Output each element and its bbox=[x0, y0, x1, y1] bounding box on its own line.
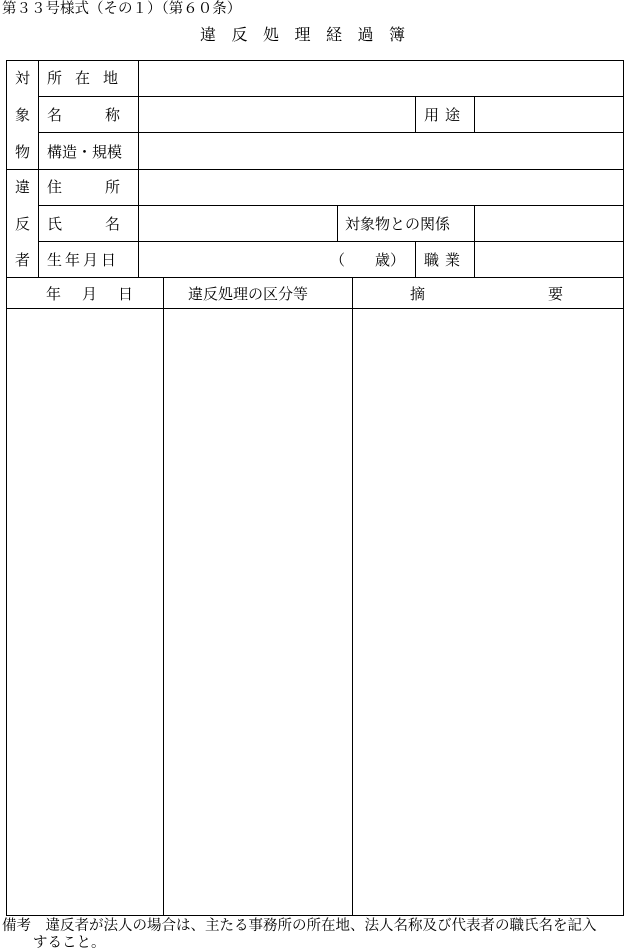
address-label: 住所 bbox=[47, 178, 164, 196]
page-title: 違反処理経過簿 bbox=[200, 25, 421, 44]
birthdate-field[interactable] bbox=[139, 242, 329, 277]
subject-group-char-1: 対 bbox=[15, 69, 31, 87]
remarks-line-1: 備考 違反者が法人の場合は、主たる事務所の所在地、法人名称及び代表者の職氏名を記入 bbox=[2, 918, 597, 934]
structure-label: 構造・規模 bbox=[47, 143, 123, 161]
address-field[interactable] bbox=[139, 170, 623, 205]
remarks-line-2: すること。 bbox=[33, 935, 106, 951]
relation-label: 対象物との関係 bbox=[345, 215, 451, 233]
col-category-header: 違反処理の区分等 bbox=[188, 285, 309, 303]
subject-group-char-2: 象 bbox=[15, 106, 31, 124]
relation-field[interactable] bbox=[475, 206, 623, 241]
occupation-label: 職業 bbox=[424, 251, 467, 269]
location-field[interactable] bbox=[139, 61, 623, 96]
subject-group-char-3: 物 bbox=[15, 143, 31, 161]
log-category-cells[interactable] bbox=[164, 309, 352, 915]
col-summary-header-1: 摘 bbox=[410, 285, 426, 303]
form-number: 第３３号様式（その１）（第６０条） bbox=[2, 1, 242, 17]
col-summary-header-2: 要 bbox=[548, 285, 564, 303]
log-date-cells[interactable] bbox=[7, 309, 163, 915]
violator-name-field[interactable] bbox=[139, 206, 337, 241]
violator-group-char-3: 者 bbox=[15, 251, 31, 269]
age-label: （ 歳） bbox=[330, 251, 406, 269]
birthdate-label: 生年月日 bbox=[47, 251, 120, 269]
usage-field[interactable] bbox=[475, 97, 623, 132]
violator-group-char-1: 違 bbox=[15, 178, 31, 196]
location-label: 所在地 bbox=[47, 69, 132, 87]
name-field[interactable] bbox=[139, 97, 415, 132]
col-date-header: 年月日 bbox=[46, 285, 155, 303]
log-summary-cells[interactable] bbox=[353, 309, 623, 915]
violator-group-char-2: 反 bbox=[15, 215, 31, 233]
usage-label: 用途 bbox=[424, 106, 467, 124]
name-label: 名称 bbox=[47, 106, 164, 124]
violator-name-label: 氏名 bbox=[47, 215, 164, 233]
occupation-field[interactable] bbox=[475, 242, 623, 277]
structure-field[interactable] bbox=[139, 133, 623, 169]
